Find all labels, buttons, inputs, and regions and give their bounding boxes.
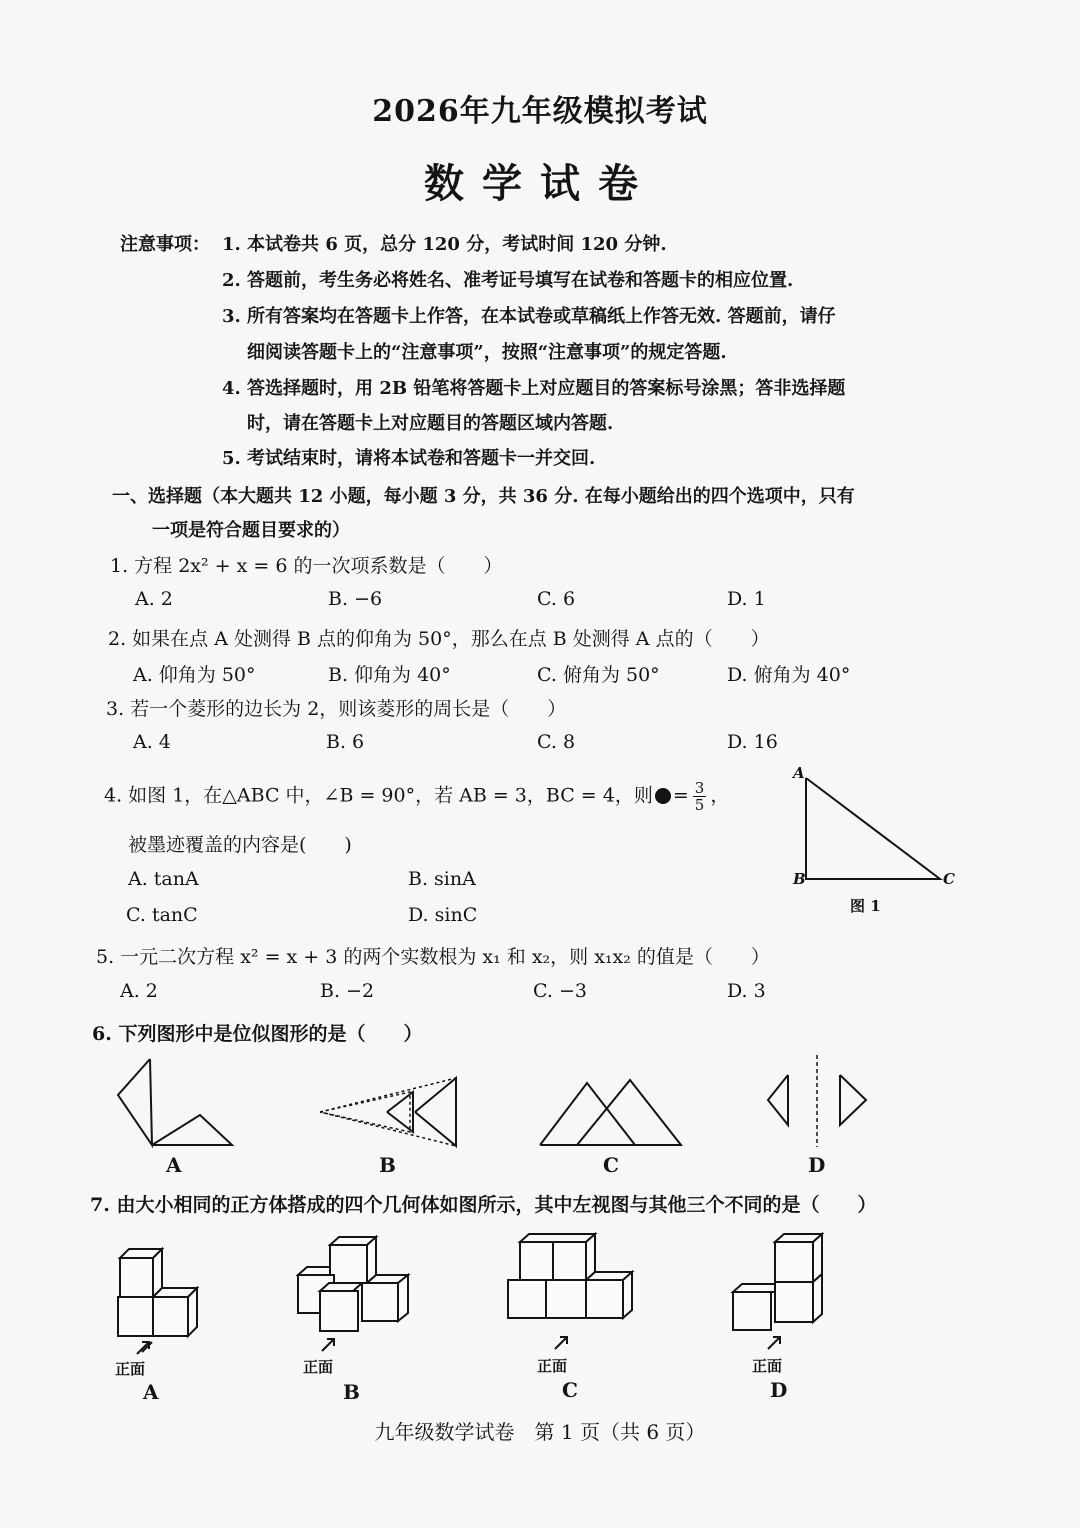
q4-option-b: B. sinA (408, 868, 476, 890)
q1-option-b: B. −6 (328, 588, 383, 610)
q4-option-a: A. tanA (128, 868, 199, 890)
notice-item-3-cont: 细阅读答题卡上的“注意事项”，按照“注意事项”的规定答题. (247, 342, 727, 363)
q7-figure-d (725, 1230, 835, 1335)
q6-figure-c (535, 1075, 685, 1150)
q7-d-front-label: 正面 (752, 1357, 783, 1375)
q1-option-a: A. 2 (135, 588, 173, 610)
q4-stem (104, 780, 729, 813)
q6-figure-b (315, 1070, 465, 1140)
q7-label-b: B (343, 1380, 360, 1404)
q7-d-front-arrow-icon (766, 1333, 786, 1353)
notice-item-4: 4. 答选择题时，用 2B 铅笔将答题卡上对应题目的答案标号涂黑；答非选择题 (222, 378, 846, 399)
q7-c-front-arrow-icon (553, 1333, 573, 1353)
notice-item-4-cont: 时，请在答题卡上对应题目的答题区域内答题. (247, 413, 614, 434)
fig1-label-b: B (793, 870, 806, 888)
q6-stem: 6. 下列图形中是位似图形的是（ ） (92, 1023, 423, 1045)
fig1-label-c: C (943, 870, 955, 888)
q7-figure-b (290, 1235, 415, 1340)
q5-option-d: D. 3 (727, 980, 766, 1002)
q4-line2: 被墨迹覆盖的内容是( ) (128, 834, 352, 856)
q3-option-a: A. 4 (133, 731, 171, 753)
q7-stem: 7. 由大小相同的正方体搭成的四个几何体如图所示，其中左视图与其他三个不同的是（ ） (90, 1194, 877, 1216)
q1-option-d: D. 1 (727, 588, 766, 610)
notice-item-3: 3. 所有答案均在答题卡上作答，在本试卷或草稿纸上作答无效. 答题前，请仔 (222, 306, 836, 327)
q4-fraction-num: 3 (694, 779, 705, 797)
q4-stem-pre: 4. 如图 1，在△ABC 中，∠B = 90°，若 AB = 3，BC = 4，则 (104, 784, 653, 807)
q7-label-c: C (562, 1378, 578, 1402)
q7-b-front-arrow-icon (320, 1335, 340, 1355)
exam-subtitle: 数学试卷 (424, 160, 656, 207)
notice-item-2: 2. 答题前，考生务必将姓名、准考证号填写在试卷和答题卡的相应位置. (222, 270, 794, 291)
q7-label-d: D (770, 1378, 788, 1402)
q3-option-b: B. 6 (326, 731, 365, 753)
triangle-abc (806, 778, 940, 879)
q6-figure-a (110, 1055, 240, 1150)
q5-option-b: B. −2 (320, 980, 375, 1002)
fig1-caption: 图 1 (850, 897, 881, 915)
q1-option-c: C. 6 (537, 588, 576, 610)
q7-figure-a (100, 1240, 210, 1340)
section-heading-cont: 一项是符合题目要求的） (152, 520, 350, 541)
q7-c-front-label: 正面 (537, 1357, 568, 1375)
q2-option-d: D. 俯角为 40° (727, 664, 851, 686)
q2-stem: 2. 如果在点 A 处测得 B 点的仰角为 50°，那么在点 B 处测得 A 点的（ ） (108, 628, 770, 650)
q7-a-front-arrow-icon (135, 1338, 155, 1358)
q1-stem: 1. 方程 2x² + x = 6 的一次项系数是（ ） (110, 555, 503, 577)
q6-figure-d (760, 1055, 875, 1150)
fig1-label-a: A (793, 764, 805, 782)
q4-option-d: D. sinC (408, 904, 478, 926)
q4-option-c: C. tanC (126, 904, 198, 926)
q2-option-c: C. 俯角为 50° (537, 664, 660, 686)
q2-option-b: B. 仰角为 40° (328, 664, 451, 686)
exam-title: 2026年九年级模拟考试 (372, 94, 708, 129)
notice-label: 注意事项： (120, 234, 210, 255)
ink-blot-icon (655, 788, 671, 804)
q4-stem-post: ， (710, 784, 730, 807)
q7-b-front-label: 正面 (303, 1358, 334, 1376)
q4-fraction (693, 780, 707, 813)
page-footer: 九年级数学试卷 第 1 页（共 6 页） (374, 1420, 706, 1444)
q6-label-c: C (603, 1153, 619, 1177)
q4-stem-eq: = (672, 784, 689, 807)
q2-option-a: A. 仰角为 50° (133, 664, 256, 686)
notice-item-1: 1. 本试卷共 6 页，总分 120 分，考试时间 120 分钟. (222, 234, 667, 255)
q5-stem: 5. 一元二次方程 x² = x + 3 的两个实数根为 x₁ 和 x₂，则 x₁x₂ 的值是（ ） (96, 946, 770, 968)
q3-option-d: D. 16 (727, 731, 778, 753)
q7-figure-c (500, 1230, 640, 1325)
q6-label-b: B (379, 1153, 396, 1177)
q3-option-c: C. 8 (537, 731, 576, 753)
q5-option-a: A. 2 (120, 980, 158, 1002)
section-heading: 一、选择题（本大题共 12 小题，每小题 3 分，共 36 分. 在每小题给出的四个选项中，只有 (112, 486, 855, 507)
q6-label-a: A (166, 1153, 182, 1177)
notice-item-5: 5. 考试结束时，请将本试卷和答题卡一并交回. (222, 448, 596, 469)
q7-label-a: A (143, 1380, 159, 1404)
q5-option-c: C. −3 (533, 980, 587, 1002)
q6-label-d: D (808, 1153, 826, 1177)
q3-stem: 3. 若一个菱形的边长为 2，则该菱形的周长是（ ） (106, 698, 567, 720)
q7-a-front-label: 正面 (115, 1360, 146, 1378)
q4-fraction-den: 5 (694, 796, 705, 814)
